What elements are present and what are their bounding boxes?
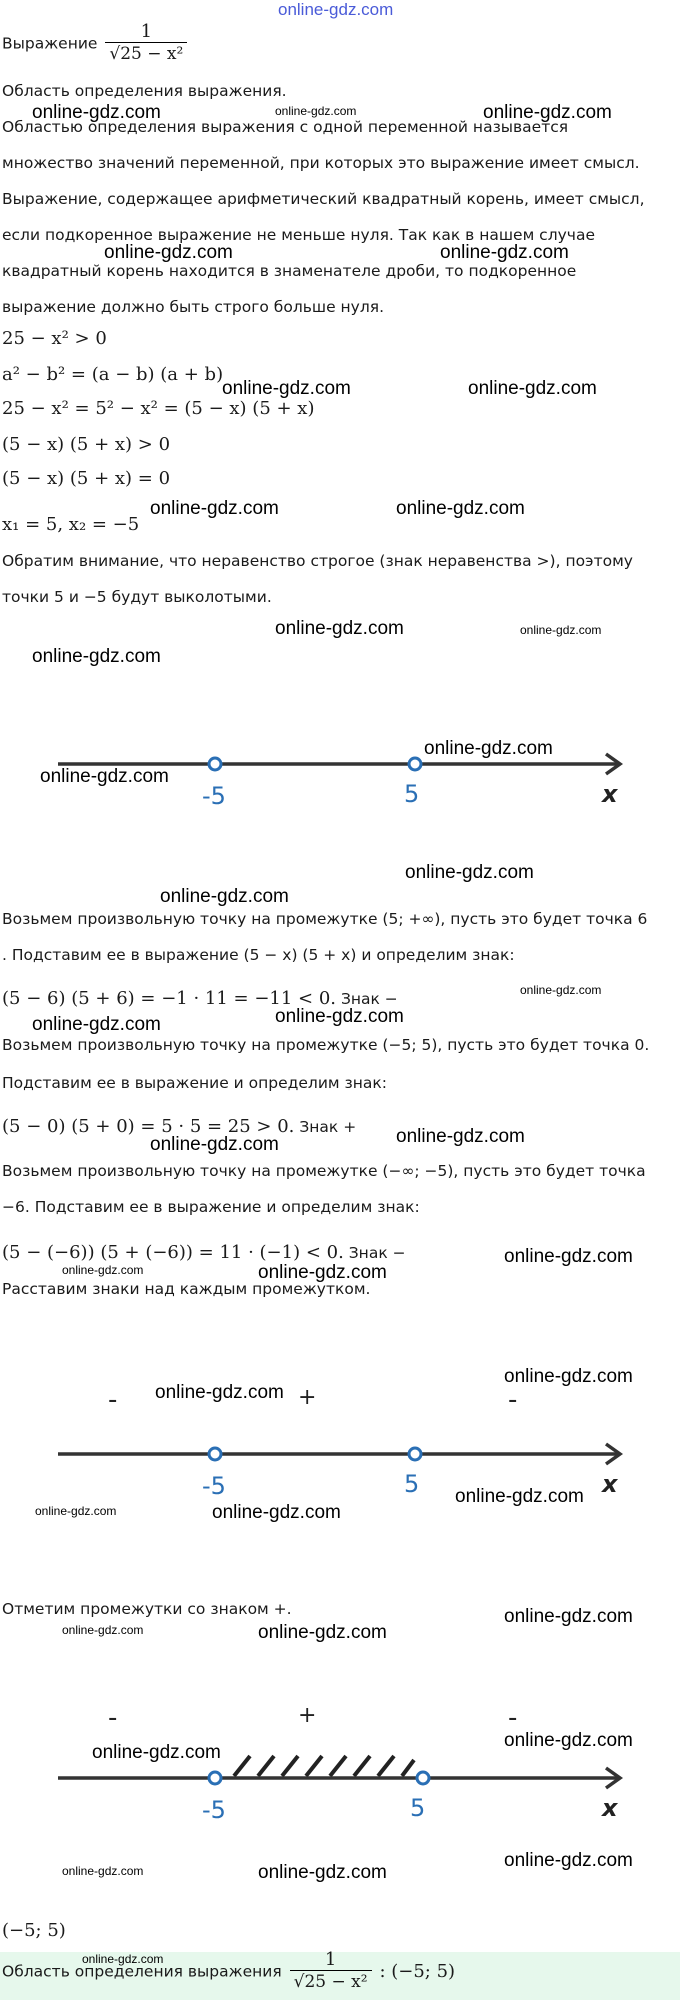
test2-sign: Знак + (299, 1118, 357, 1136)
math-line-1: 25 − x² > 0 (2, 328, 107, 349)
fraction-denominator: √25 − x² (105, 42, 187, 65)
test3-sign: Знак − (348, 1244, 406, 1262)
watermark: online-gdz.com (92, 1742, 221, 1763)
watermark: online-gdz.com (504, 1730, 633, 1751)
watermark: online-gdz.com (62, 1864, 144, 1878)
math-line-5: (5 − x) (5 + x) = 0 (2, 468, 171, 489)
watermark: online-gdz.com (504, 1606, 633, 1627)
interval-result: (−5; 5) (2, 1920, 66, 1941)
watermark: online-gdz.com (212, 1502, 341, 1523)
site-logo[interactable]: online-gdz.com (278, 0, 394, 19)
watermark: online-gdz.com (396, 498, 525, 519)
test2-calc: (5 − 0) (5 + 0) = 5 · 5 = 25 > 0. (2, 1116, 295, 1137)
hatching (234, 1756, 414, 1776)
point-5 (409, 1448, 421, 1460)
paragraph-7: выражение должно быть строго больше нуля. (2, 298, 385, 316)
point-5 (409, 758, 421, 770)
watermark: online-gdz.com (222, 378, 351, 399)
watermark: online-gdz.com (504, 1366, 633, 1387)
watermark: online-gdz.com (520, 623, 602, 637)
watermark: online-gdz.com (150, 498, 279, 519)
watermark: online-gdz.com (455, 1486, 584, 1507)
math-line-2: a² − b² = (a − b) (a + b) (2, 364, 224, 385)
test1-line-1: Возьмем произвольную точку на промежутке (5; +∞), пусть это будет точка 6 (2, 910, 648, 928)
test3-line-2: −6. Подставим ее в выражение и определим знак: (2, 1198, 420, 1216)
test1-sign: Знак − (340, 990, 398, 1008)
watermark: online-gdz.com (258, 1262, 387, 1283)
watermark: online-gdz.com (396, 1126, 525, 1147)
mark-text: Отметим промежутки со знаком +. (2, 1600, 292, 1618)
paragraph-2: Областью определения выражения с одной переменной называется (2, 118, 569, 136)
fraction-numerator: 1 (140, 21, 153, 42)
paragraph-6: квадратный корень находится в знаменателе дроби, то подкоренное (2, 262, 577, 280)
axis-x-label: x (602, 1794, 618, 1822)
math-line-6: x₁ = 5, x₂ = −5 (2, 514, 140, 535)
answer-fraction (290, 1950, 372, 1993)
test2-line-2: Подставим ее в выражение и определим знак: (2, 1074, 387, 1092)
sign-left: - (108, 1385, 118, 1415)
label-5: 5 (404, 1470, 420, 1498)
note-line-1: Обратим внимание, что неравенство строгое (знак неравенства >), поэтому (2, 552, 633, 570)
watermark: online-gdz.com (483, 102, 612, 123)
answer-suffix: : (−5; 5) (379, 1961, 456, 1982)
paragraph-1: Область определения выражения. (2, 82, 287, 100)
sign-middle: + (298, 1703, 317, 1728)
watermark: online-gdz.com (258, 1862, 387, 1883)
watermark: online-gdz.com (62, 1263, 144, 1277)
watermark: online-gdz.com (40, 766, 169, 787)
watermark: online-gdz.com (32, 102, 161, 123)
watermark: online-gdz.com (405, 862, 534, 883)
expression-heading (2, 22, 190, 65)
watermark: online-gdz.com (160, 886, 289, 907)
watermark: online-gdz.com (468, 378, 597, 399)
sign-right: - (508, 1703, 518, 1733)
test3-calc-row (2, 1242, 406, 1263)
axis-x-label: x (602, 1470, 618, 1498)
watermark: online-gdz.com (504, 1850, 633, 1871)
sign-right: - (508, 1385, 518, 1415)
test1-line-2: . Подставим ее в выражение (5 − x) (5 + x) и определим знак: (2, 946, 515, 964)
watermark: online-gdz.com (82, 1952, 164, 1966)
math-line-4: (5 − x) (5 + x) > 0 (2, 434, 171, 455)
watermark: online-gdz.com (35, 1504, 117, 1518)
watermark: online-gdz.com (504, 1246, 633, 1267)
point-minus5 (209, 758, 221, 770)
expression-prefix: Выражение (2, 34, 98, 53)
watermark: online-gdz.com (520, 983, 602, 997)
label-5: 5 (404, 780, 420, 808)
test1-calc: (5 − 6) (5 + 6) = −1 · 11 = −11 < 0. (2, 988, 337, 1009)
test3-line-1: Возьмем произвольную точку на промежутке (−∞; −5), пусть это будет точка (2, 1162, 646, 1180)
watermark: online-gdz.com (275, 618, 404, 639)
label-5: 5 (410, 1794, 426, 1822)
test2-line-1: Возьмем произвольную точку на промежутке (−5; 5), пусть это будет точка 0. (2, 1036, 650, 1054)
watermark: online-gdz.com (275, 104, 357, 118)
note-line-2: точки 5 и −5 будут выколотыми. (2, 588, 272, 606)
label-minus5: -5 (202, 1796, 226, 1824)
label-minus5: -5 (202, 1472, 226, 1500)
sign-middle: + (298, 1385, 317, 1410)
sign-left: - (108, 1703, 118, 1733)
point-5 (417, 1772, 429, 1784)
label-minus5: -5 (202, 782, 226, 810)
watermark: online-gdz.com (275, 1006, 404, 1027)
paragraph-4: Выражение, содержащее арифметический квадратный корень, имеет смысл, (2, 190, 645, 208)
answer-numerator: 1 (324, 1949, 337, 1970)
test3-calc: (5 − (−6)) (5 + (−6)) = 11 · (−1) < 0. (2, 1242, 344, 1263)
watermark: online-gdz.com (424, 738, 553, 759)
expression-fraction (105, 22, 187, 65)
watermark: online-gdz.com (32, 646, 161, 667)
answer-line (2, 1950, 455, 1993)
signs-text: Расставим знаки над каждым промежутком. (2, 1280, 371, 1298)
watermark: online-gdz.com (155, 1382, 284, 1403)
watermark: online-gdz.com (258, 1622, 387, 1643)
paragraph-5: если подкоренное выражение не меньше нуля. Так как в нашем случае (2, 226, 595, 244)
watermark: online-gdz.com (150, 1134, 279, 1155)
axis-x-label: x (602, 780, 618, 808)
watermark: online-gdz.com (440, 242, 569, 263)
point-minus5 (209, 1448, 221, 1460)
watermark: online-gdz.com (62, 1623, 144, 1637)
watermark: online-gdz.com (32, 1014, 161, 1035)
paragraph-3: множество значений переменной, при которых это выражение имеет смысл. (2, 154, 640, 172)
answer-prefix: Область определения выражения (2, 1962, 282, 1981)
math-line-3: 25 − x² = 5² − x² = (5 − x) (5 + x) (2, 398, 315, 419)
number-line-3 (0, 1700, 680, 1830)
watermark: online-gdz.com (104, 242, 233, 263)
point-minus5 (209, 1772, 221, 1784)
answer-denominator: √25 − x² (290, 1970, 372, 1993)
